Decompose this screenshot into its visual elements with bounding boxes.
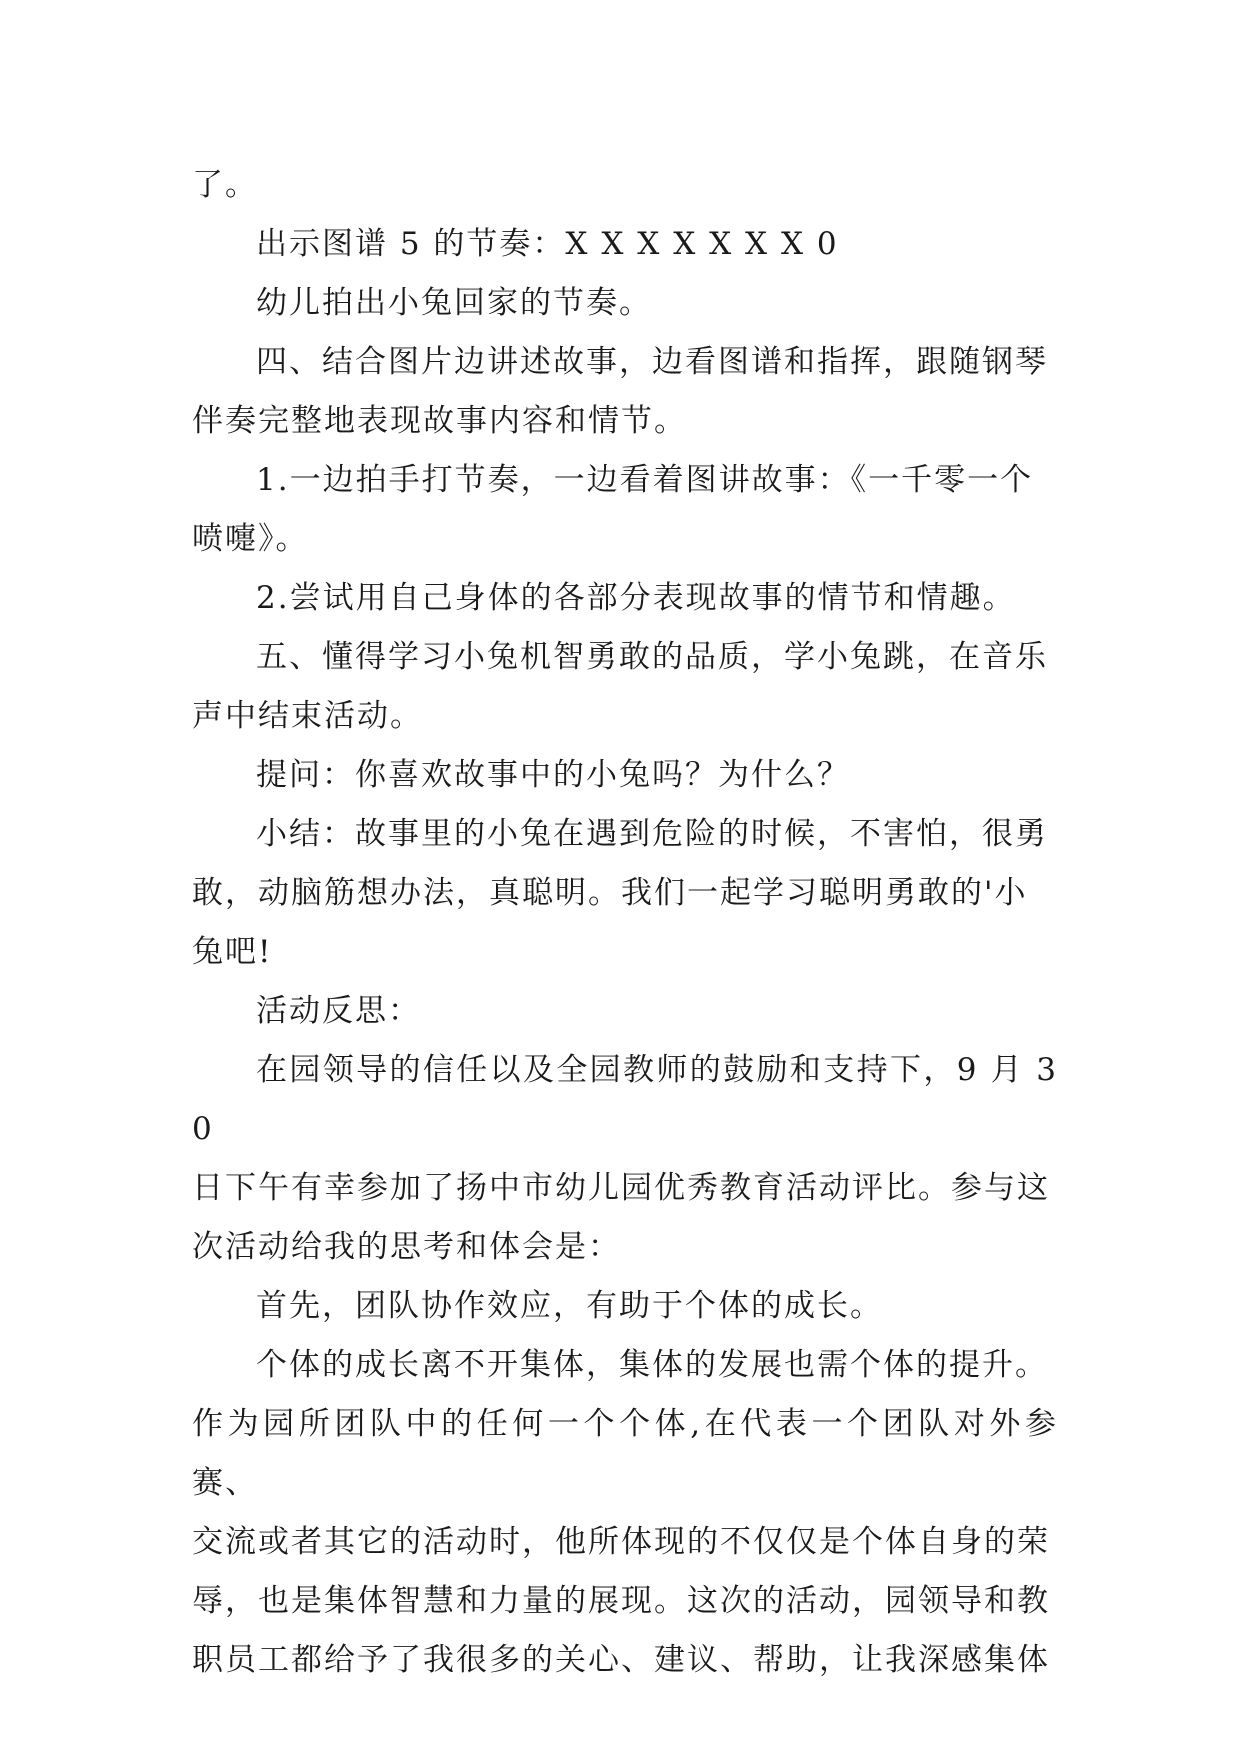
paragraph-2 [192, 215, 1058, 274]
paragraph-6 [192, 569, 1058, 628]
text-line: 五、懂得学习小兔机智勇敢的品质，学小兔跳，在音乐 [256, 639, 1048, 675]
text-line: 了。 [192, 167, 258, 203]
text-line: 辱，也是集体智慧和力量的展现。这次的活动，园领导和教 [192, 1583, 1050, 1619]
paragraph-5 [192, 451, 1058, 569]
text-line: 四、结合图片边讲述故事，边看图谱和指挥，跟随钢琴 [256, 344, 1048, 380]
paragraph-9 [192, 805, 1058, 982]
paragraph-3 [192, 274, 1058, 333]
text-line: 声中结束活动。 [192, 698, 423, 734]
text-line: 幼儿拍出小兔回家的节奏。 [256, 285, 652, 321]
text-line: 伴奏完整地表现故事内容和情节。 [192, 403, 687, 439]
paragraph-7 [192, 628, 1058, 746]
paragraph-13 [192, 1336, 1058, 1690]
document-body [192, 156, 1058, 1690]
text-line: 兔吧! [192, 934, 273, 970]
paragraph-12 [192, 1277, 1058, 1336]
text-line: 交流或者其它的活动时，他所体现的不仅仅是个体自身的荣 [192, 1524, 1050, 1560]
text-line: 小结：故事里的小兔在遇到危险的时候，不害怕，很勇 [256, 816, 1048, 852]
text-line: 敢，动脑筋想办法，真聪明。我们一起学习聪明勇敢的'小 [192, 875, 1028, 911]
text-line: 日下午有幸参加了扬中市幼儿园优秀教育活动评比。参与这 [192, 1170, 1050, 1206]
text-line: 个体的成长离不开集体，集体的发展也需个体的提升。 [256, 1347, 1048, 1383]
paragraph-11 [192, 1041, 1058, 1277]
text-line: 首先，团队协作效应，有助于个体的成长。 [256, 1288, 883, 1324]
text-line: 次活动给我的思考和体会是： [192, 1229, 621, 1265]
text-line: 喷嚏》。 [192, 521, 309, 557]
text-line: 活动反思： [256, 993, 421, 1029]
text-line: 在园领导的信任以及全园教师的鼓励和支持下，9 月 30 [192, 1052, 1058, 1147]
text-line: 2.尝试用自己身体的各部分表现故事的情节和情趣。 [256, 580, 1016, 616]
text-line: 出示图谱 5 的节奏：X X X X X X X 0 [256, 226, 839, 262]
paragraph-1 [192, 156, 1058, 215]
text-line: 1.一边拍手打节奏，一边看着图讲故事：《一千零一个 [256, 462, 1034, 498]
paragraph-10 [192, 982, 1058, 1041]
text-line: 提问：你喜欢故事中的小兔吗？为什么？ [256, 757, 850, 793]
text-line: 职员工都给予了我很多的关心、建议、帮助，让我深感集体 [192, 1642, 1050, 1678]
text-line: 作为园所团队中的任何一个个体,在代表一个团队对外参赛、 [192, 1406, 1058, 1501]
paragraph-8 [192, 746, 1058, 805]
paragraph-4 [192, 333, 1058, 451]
